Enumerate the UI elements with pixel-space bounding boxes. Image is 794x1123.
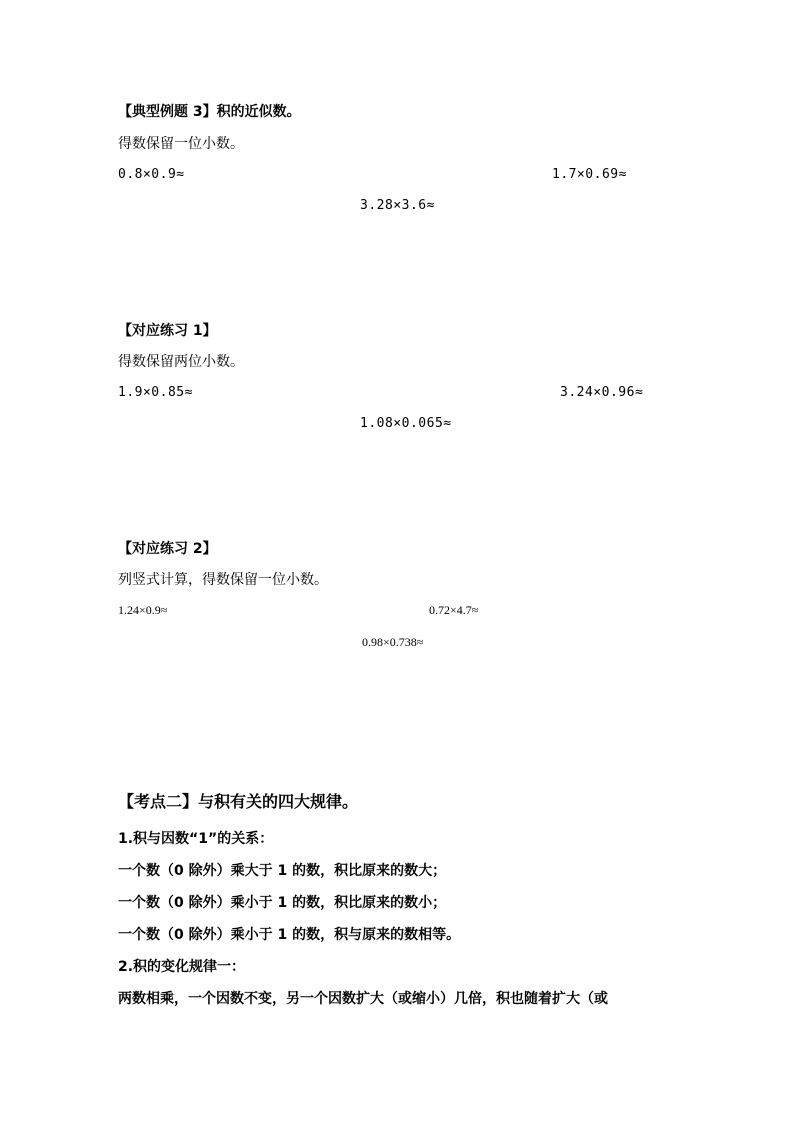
example3-item-1: 0.8×0.9≈ xyxy=(118,167,185,182)
section2-line-5: 2.积的变化规律一： xyxy=(118,959,246,975)
practice1-item-2: 3.24×0.96≈ xyxy=(560,385,644,400)
section2-title: 【考点二】与积有关的四大规律。 xyxy=(118,792,359,811)
example3-instruction: 得数保留一位小数。 xyxy=(118,136,244,152)
practice1-item-3: 1.08×0.065≈ xyxy=(360,416,452,431)
example3-title: 【典型例题 3】积的近似数。 xyxy=(118,104,301,120)
practice2-instruction: 列竖式计算，得数保留一位小数。 xyxy=(118,572,328,588)
practice2-item-1: 1.24×0.9≈ xyxy=(118,603,168,617)
practice1-instruction: 得数保留两位小数。 xyxy=(118,354,244,370)
section2-line-3: 一个数（0 除外）乘小于 1 的数，积比原来的数小； xyxy=(118,895,447,911)
practice1-title: 【对应练习 1】 xyxy=(118,323,217,339)
example3-item-2: 1.7×0.69≈ xyxy=(552,167,627,182)
practice2-title: 【对应练习 2】 xyxy=(118,541,217,557)
section2-line-2: 一个数（0 除外）乘大于 1 的数，积比原来的数大； xyxy=(118,863,447,879)
section2-line-6: 两数相乘，一个因数不变，另一个因数扩大（或缩小）几倍，积也随着扩大（或 xyxy=(118,991,608,1007)
section2-line-4: 一个数（0 除外）乘小于 1 的数，积与原来的数相等。 xyxy=(118,927,461,943)
practice2-item-3: 0.98×0.738≈ xyxy=(362,635,424,649)
practice2-item-2: 0.72×4.7≈ xyxy=(429,603,479,617)
example3-item-3: 3.28×3.6≈ xyxy=(360,198,435,213)
section2-line-1: 1.积与因数“1”的关系： xyxy=(118,831,274,847)
practice1-item-1: 1.9×0.85≈ xyxy=(118,385,193,400)
